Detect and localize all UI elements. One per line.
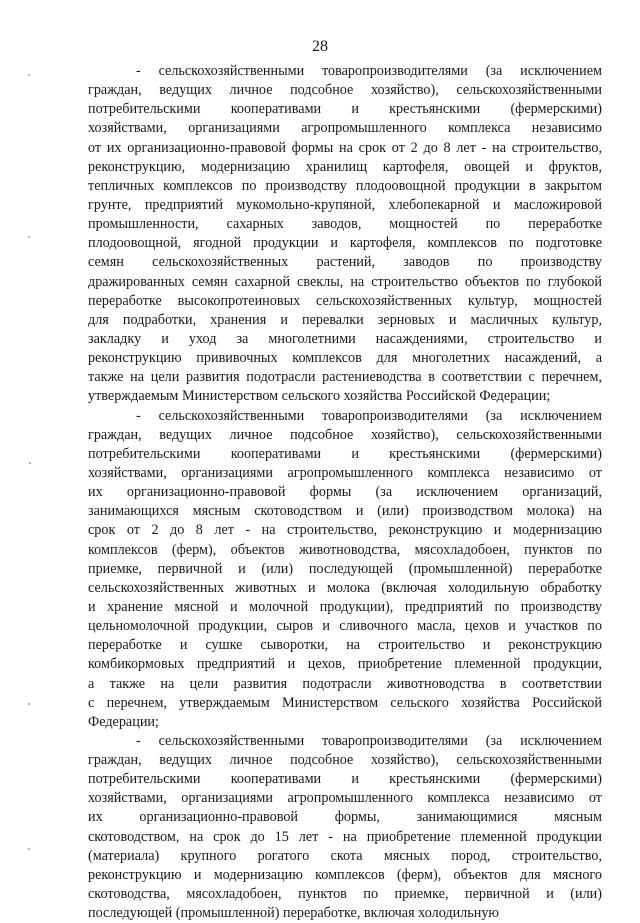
text-line: грунте, предприятий мукомольно-крупяной, хлебопекарной и масложировой	[88, 196, 602, 213]
text-line: граждан, ведущих личное подсобное хозяйство), сельскохозяйственными	[88, 82, 602, 99]
text-line: плодоовощной, ягодной продукции и картофеля, комплексов по подготовке	[88, 235, 602, 252]
scan-speck	[28, 74, 30, 76]
text-line: (материала) крупного рогатого скота мясных пород, строительство,	[88, 847, 602, 864]
text-line: переработке и сушке сыворотки, на строительство и реконструкцию	[88, 637, 602, 654]
scan-speck	[28, 703, 30, 705]
text-line: граждан, ведущих личное подсобное хозяйство), сельскохозяйственными	[88, 426, 602, 443]
scan-speck	[29, 462, 31, 464]
paragraph	[88, 407, 602, 732]
text-line: дражированных семян сахарной свеклы, на строительство объектов по глубокой	[88, 273, 602, 290]
scan-speck	[28, 236, 30, 238]
text-line: переработке высокопротеиновых сельскохозяйственных культур, мощностей	[88, 292, 602, 309]
text-line: а также на цели развития подотрасли животноводства в соответствии	[88, 675, 602, 692]
page-number: 28	[312, 38, 328, 55]
text-line: цельномолочной продукции, сыров и сливочного масла, цехов и участков по	[88, 618, 602, 635]
text-line: сельскохозяйственных животных и молока (включая холодильную обработку	[88, 579, 602, 596]
text-line: также на цели развития подотрасли растениеводства в соответствии с перечнем,	[88, 369, 602, 386]
text-line: для подработки, хранения и перевалки зерновых и масличных культур,	[88, 311, 602, 328]
text-line: хозяйствами, организациями агропромышленного комплекса независимо	[88, 120, 602, 137]
text-line: их организационно-правовой формы (за исключением организаций,	[88, 484, 602, 501]
scan-speck	[28, 848, 30, 850]
text-line: срок от 2 до 8 лет - на строительство, реконструкцию и модернизацию	[88, 522, 602, 539]
text-line: промышленности, сахарных заводов, мощностей по переработке	[88, 216, 602, 233]
text-line: тепличных комплексов по производству плодоовощной продукции в закрытом	[88, 177, 602, 194]
text-line: комбикормовых предприятий и цехов, приобретение племенной продукции,	[88, 656, 602, 673]
text-line: закладку и уход за многолетними насаждениями, строительство и	[88, 330, 602, 347]
text-line: последующей (промышленной) переработке, включая холодильную	[88, 905, 500, 922]
text-line: и хранение мясной и молочной продукции), предприятий по производству	[88, 598, 602, 615]
text-line: семян сельскохозяйственных растений, заводов по производству	[88, 254, 602, 271]
text-line: - сельскохозяйственными товаропроизводителями (за исключением	[136, 407, 602, 424]
text-line: от их организационно-правовой формы на срок от 2 до 8 лет - на строительство,	[88, 139, 602, 156]
text-line: скотоводством, на срок до 15 лет - на приобретение племенной продукции	[88, 828, 602, 845]
text-line: потребительскими кооперативами и крестьянскими (фермерскими)	[88, 101, 602, 118]
text-line: комплексов (ферм), объектов животноводства, мясохладобоен, пунктов по	[88, 541, 602, 558]
text-line: потребительскими кооперативами и крестьянскими (фермерскими)	[88, 445, 602, 462]
text-line: - сельскохозяйственными товаропроизводителями (за исключением	[136, 63, 602, 79]
text-line: скотоводства, мясохладобоен, пунктов по приемке, первичной и (или)	[88, 886, 602, 903]
text-line: граждан, ведущих личное подсобное хозяйство), сельскохозяйственными	[88, 752, 602, 769]
text-line: с перечнем, утверждаемым Министерством сельского хозяйства Российской	[88, 694, 602, 711]
text-line: занимающихся мясным скотоводством и (или) производством молока) на	[88, 503, 602, 520]
text-line: реконструкцию, модернизацию хранилищ картофеля, овощей и фруктов,	[88, 158, 602, 175]
text-line: Федерации;	[88, 713, 159, 730]
paragraph	[88, 62, 602, 407]
text-line: хозяйствами, организациями агропромышленного комплекса независимо от	[88, 464, 602, 481]
text-line: потребительскими кооперативами и крестьянскими (фермерскими)	[88, 771, 602, 788]
text-line: реконструкцию прививочных комплексов для многолетних насаждений, а	[88, 350, 602, 367]
text-line: приемке, первичной и (или) последующей (промышленной) переработке	[88, 560, 602, 577]
text-line: реконструкцию и модернизацию комплексов (ферм), объектов для мясного	[88, 866, 602, 883]
paragraph	[88, 732, 602, 923]
text-line: хозяйствами, организациями агропромышленного комплекса независимо от	[88, 790, 602, 807]
text-line: - сельскохозяйственными товаропроизводителями (за исключением	[136, 732, 602, 749]
text-line: их организационно-правовой формы, занимающимися мясным	[88, 809, 602, 826]
text-line: утверждаемым Министерством сельского хозяйства Российской Федерации;	[88, 388, 551, 405]
document-body	[88, 62, 602, 923]
